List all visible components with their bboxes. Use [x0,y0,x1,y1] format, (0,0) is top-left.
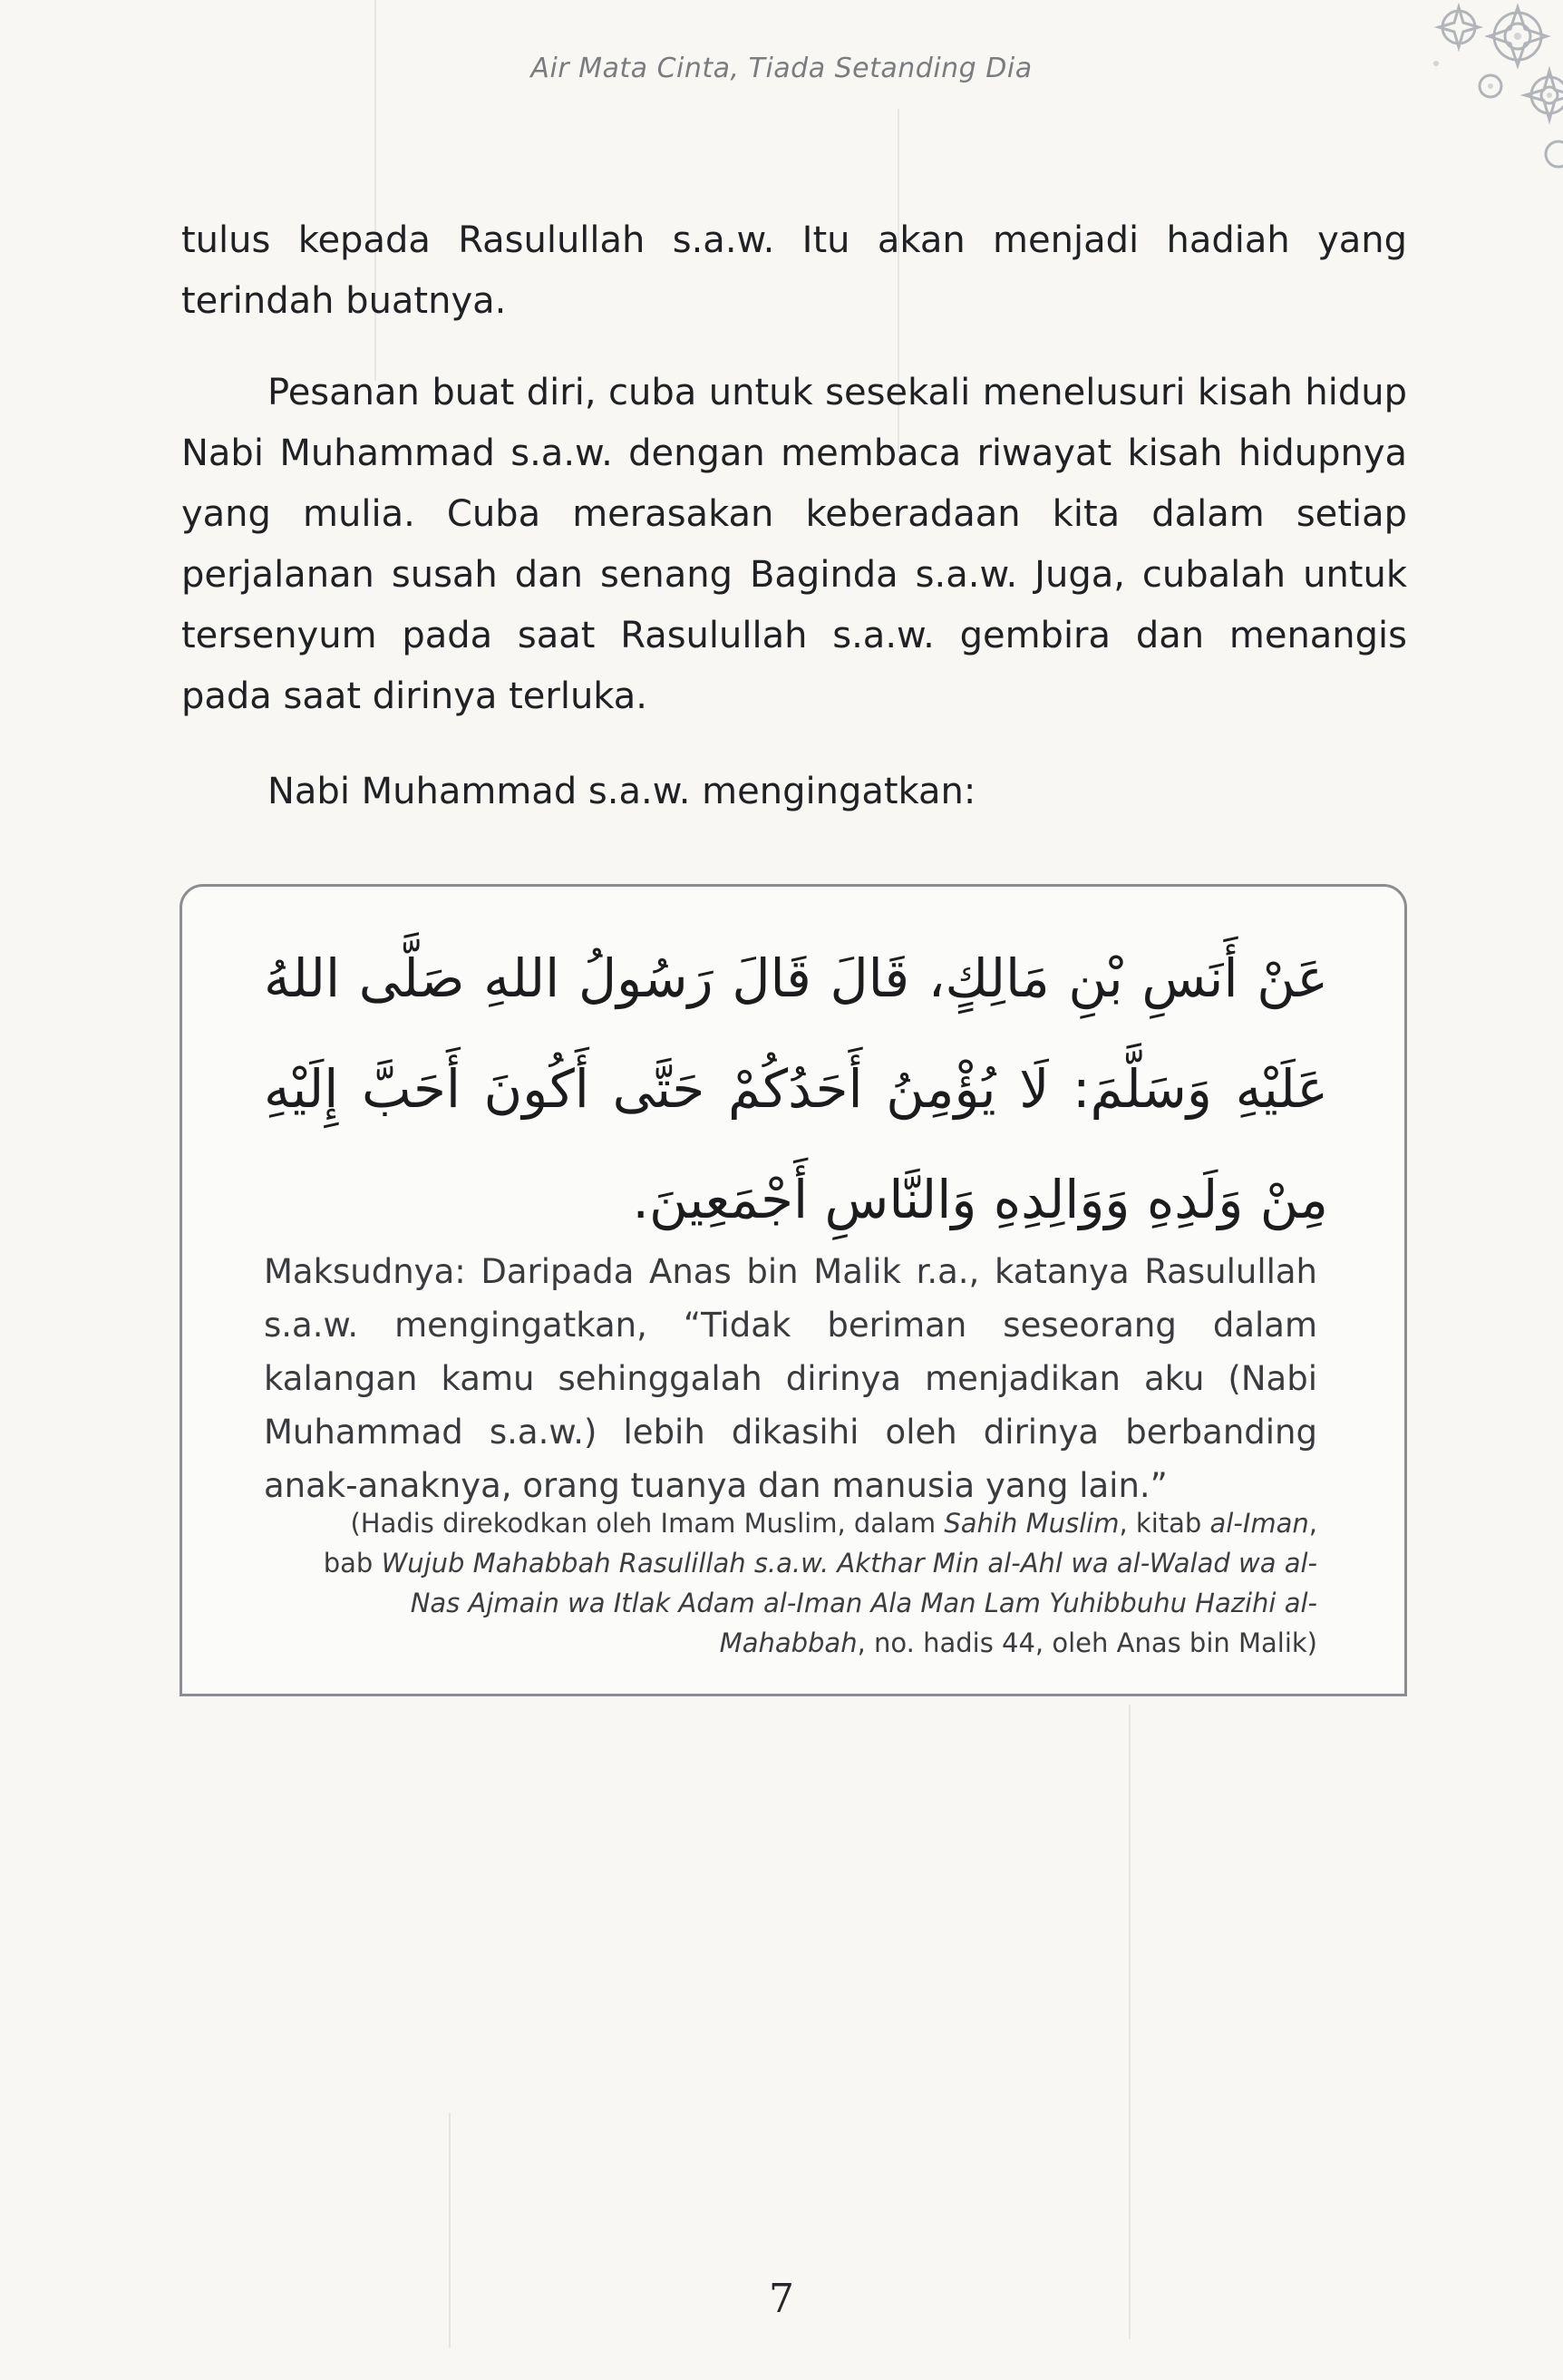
reference-text: , kitab [1119,1508,1210,1539]
scan-crease [1129,1705,1131,2339]
hadith-reference [309,1503,1317,1663]
hadith-translation: Maksudnya: Daripada Anas bin Malik r.a., katanya Rasulullah s.a.w. mengingatkan, “Tidak beriman seseorang dalam kalangan kamu sehinggalah dirinya menjadikan aku (Nabi Muhammad s.a.w.) lebih dikasihi oleh dirinya berbanding anak-anaknya, orang tuanya dan manusia yang lain.” [264,1252,1317,1505]
hadith-arabic-text: عَنْ أَنَسِ بْنِ مَالِكٍ، قَالَ قَالَ رَسُولُ اللهِ صَلَّى اللهُ عَلَيْهِ وَسَلَّمَ: لَا يُؤْمِنُ أَحَدُكُمْ حَتَّى أَكُونَ أَحَبَّ إِلَيْهِ مِنْ وَلَدِهِ وَوَالِدِهِ وَالنَّاسِ أَجْمَعِينَ. [264,947,1328,1230]
reference-book-title: Sahih Muslim [944,1508,1120,1539]
paragraph-continuation: tulus kepada Rasulullah s.a.w. Itu akan menjadi hadiah yang terindah buatnya. [181,219,1407,322]
reference-kitab-title: al-Iman [1209,1508,1309,1539]
reference-text: (Hadis direkodkan oleh Imam Muslim, dalam [350,1508,945,1539]
reference-bab-title: Wujub Mahabbah Rasulillah s.a.w. Akthar Min al-Ahl wa al-Walad wa al-Nas Ajmain wa Itlak Adam al-Iman Ala Man Lam Yuhibbuhu Hazihi al-Mahabbah [381,1548,1317,1658]
islamic-pattern-ornament-icon [1382,0,1563,190]
hadith-box [180,884,1407,1696]
reference-text: , bab [323,1508,1317,1579]
reference-text: , no. hadis 44, oleh Anas bin Malik) [857,1627,1317,1658]
paragraph-advice: Pesanan buat diri, cuba untuk sesekali menelusuri kisah hidup Nabi Muhammad s.a.w. dengan membaca riwayat kisah hidupnya yang mulia. Cuba merasakan keberadaan kita dalam setiap perjalanan susah dan senang Baginda s.a.w. Juga, cubalah untuk tersenyum pada saat Rasulullah s.a.w. gembira dan menangis pada saat dirinya terluka. [181,372,1407,717]
paragraph-hadith-intro: Nabi Muhammad s.a.w. mengingatkan: [267,771,976,812]
page-number: 7 [769,2276,794,2322]
running-header: Air Mata Cinta, Tiada Setanding Dia [530,53,1033,84]
